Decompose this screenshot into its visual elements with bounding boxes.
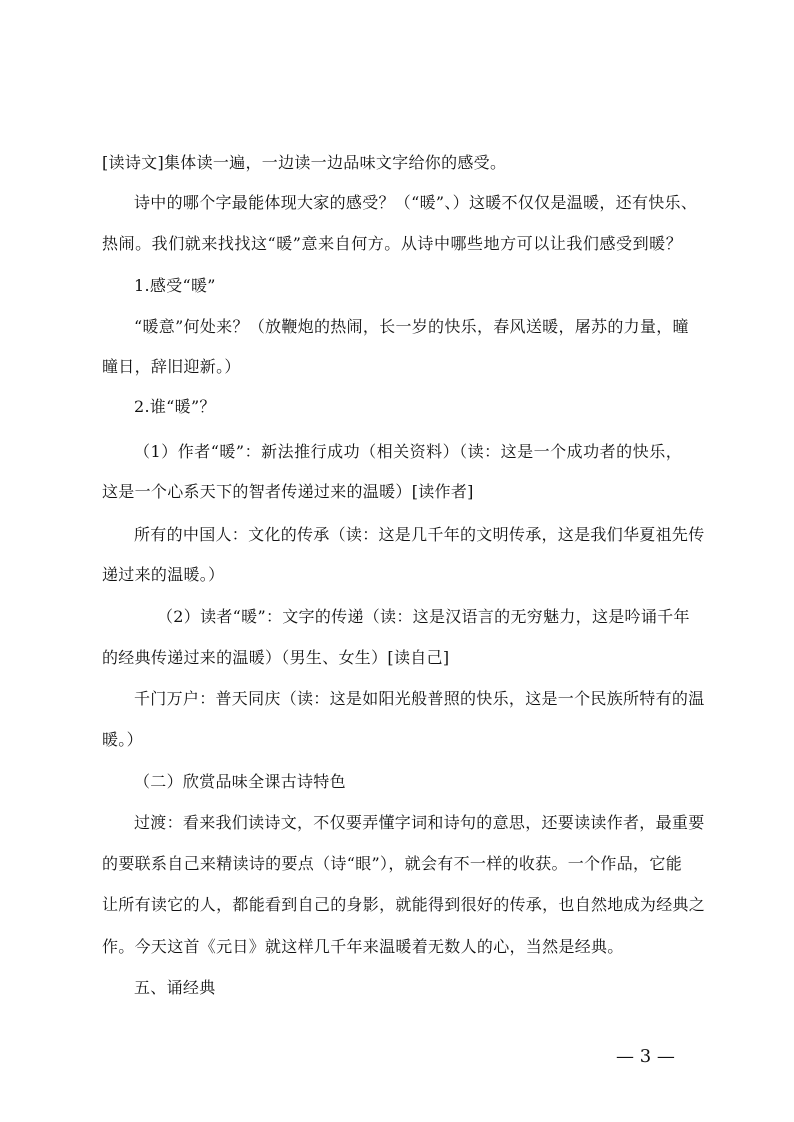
text-line: 热闹。我们就来找找这“暖”意来自何方。从诗中哪些地方可以让我们感受到暖？ bbox=[102, 234, 682, 253]
text-line: 这是一个心系天下的智者传递过来的温暖）[读作者] bbox=[102, 482, 474, 501]
text-line: [读诗文]集体读一遍，一边读一边品味文字给你的感受。 bbox=[102, 153, 507, 172]
text-line: 作。今天这首《元日》就这样几千年来温暖着无数人的心，当然是经典。 bbox=[102, 937, 624, 956]
text-line: 让所有读它的人，都能看到自己的身影，就能得到很好的传承，也自然地成为经典之 bbox=[102, 895, 706, 914]
text-line: （1）作者“暖”：新法推行成功（相关资料）（读：这是一个成功者的快乐， bbox=[134, 442, 682, 461]
text-line: 诗中的哪个字最能体现大家的感受？（“暖”、）这暖不仅仅是温暖，还有快乐、 bbox=[134, 193, 698, 212]
page-number: — 3 — bbox=[616, 1046, 675, 1067]
text-line: 1.感受“暖” bbox=[134, 276, 216, 295]
section-heading: 五、诵经典 bbox=[134, 978, 216, 997]
text-line: 千门万户：普天同庆（读：这是如阳光般普照的快乐，这是一个民族所特有的温 bbox=[134, 689, 705, 708]
text-line: 曈日，辞旧迎新。） bbox=[102, 357, 241, 376]
text-line: 暖。） bbox=[102, 730, 143, 749]
section-heading: （二）欣赏品味全课古诗特色 bbox=[134, 772, 346, 791]
text-line: 的要联系自己来精读诗的要点（诗“眼”），就会有不一样的收获。一个作品，它能 bbox=[102, 854, 682, 873]
text-line: 的经典传递过来的温暖）（男生、女生）[读自己] bbox=[102, 648, 450, 667]
text-line: 过渡：看来我们读诗文，不仅要弄懂字词和诗句的意思，还要读读作者，最重要 bbox=[134, 813, 705, 832]
text-line: （2）读者“暖”：文字的传递（读：这是汉语言的无穷魅力，这是吟诵千年 bbox=[157, 607, 690, 626]
text-line: 递过来的温暖。） bbox=[102, 565, 225, 584]
text-line: 2.谁“暖”？ bbox=[134, 397, 216, 416]
text-line: “暖意”何处来？（放鞭炮的热闹，长一岁的快乐，春风送暖，屠苏的力量，曈 bbox=[134, 317, 689, 336]
text-line: 所有的中国人：文化的传承（读：这是几千年的文明传承，这是我们华夏祖先传 bbox=[134, 525, 705, 544]
